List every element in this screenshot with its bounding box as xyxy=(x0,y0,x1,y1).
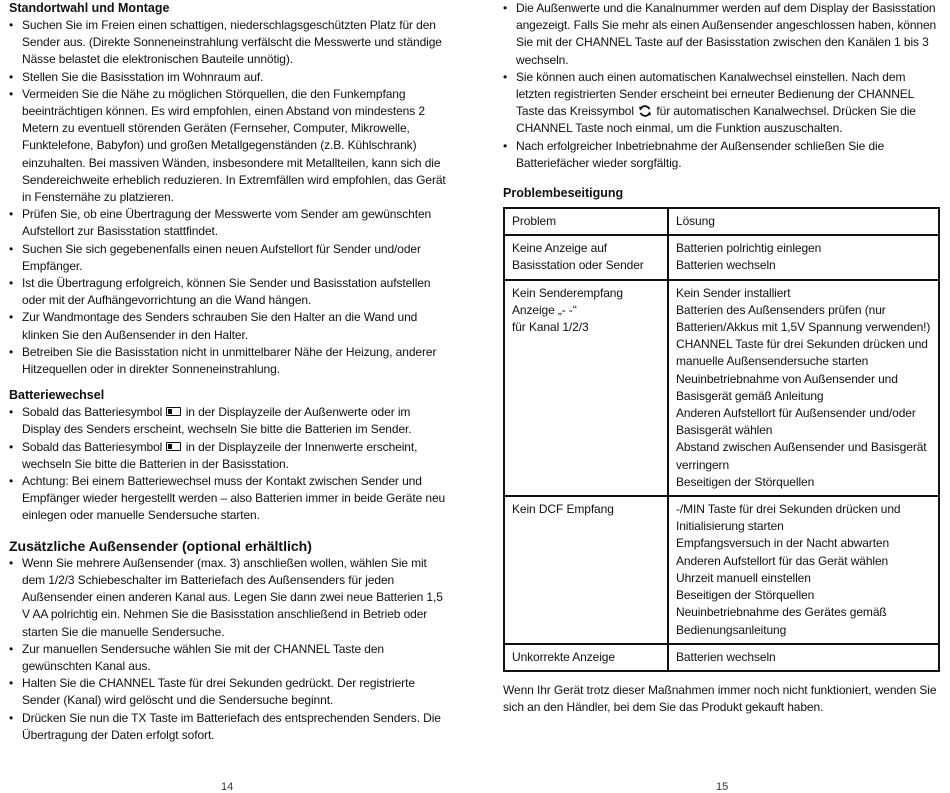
list-item: • Stellen Sie die Basisstation im Wohnraum auf. xyxy=(9,69,449,86)
list-item: • Zur manuellen Sendersuche wählen Sie mit der CHANNEL Taste den gewünschten Kanal aus. xyxy=(9,641,449,675)
problem-table xyxy=(503,207,940,672)
list-item: • Achtung: Bei einem Batteriewechsel muss der Kontakt zwischen Sender und Empfänger wieder hergestellt werden – also Batterien immer in beide Geräte neu einlegen oder manuelle Sendersuche starten. xyxy=(9,473,449,525)
loesung-cell xyxy=(668,644,939,671)
problem-cell xyxy=(504,644,668,671)
loesung-text: Neuinbetriebnahme des Gerätes gemäß Bedienungsanleitung xyxy=(676,605,887,637)
list-item: • Suchen Sie im Freien einen schattigen, niederschlagsgeschützten Platz für den Sender aus. (Direkte Sonneneinstrahlung verfälscht die Messwerte und ständige Nässe belastet die elektronischen Bauteile unnötig). xyxy=(9,17,449,69)
header-loesung: Lösung xyxy=(668,208,939,235)
right-page xyxy=(503,0,940,717)
header-problem: Problem xyxy=(504,208,668,235)
loesung-text: Neuinbetriebnahme von Außensender und Basisgerät gemäß Anleitung xyxy=(676,371,898,403)
problem-text: für Kanal 1/2/3 xyxy=(512,320,589,335)
problem-text: Unkorrekte Anzeige xyxy=(512,649,615,664)
cycle-icon xyxy=(638,104,652,118)
zusatz-list xyxy=(9,555,449,744)
list-item xyxy=(9,404,449,438)
list-item: • Zur Wandmontage des Senders schrauben Sie den Halter an die Wand und klinken Sie den Außensender in den Halter. xyxy=(9,309,449,343)
list-item: • Vermeiden Sie die Nähe zu möglichen Störquellen, die den Funkempfang beeinträchtigen können. Es wird empfohlen, einen Abstand von mindestens 2 Metern zu eventuell störenden Geräten (Fernseher, Computer, Mikrowelle, Funktelefone, Babyfon) und großen Metallgegenständen (z.B. Kühlschrank) einzuhalten. Bei massiven Wänden, insbesondere mit Metallteilen, kann sich die Sendereichweite erheblich reduzieren. In Extremfällen wird empfohlen, das Gerät in Fensternähe zu platzieren. xyxy=(9,86,449,206)
batterie-item1-pre: Sobald das Batteriesymbol xyxy=(22,405,163,420)
problem-text: Kein Senderempfang xyxy=(512,285,623,300)
list-item: • Drücken Sie nun die TX Taste im Batteriefach des entsprechenden Senders. Die Übertragung der Daten erfolgt sofort. xyxy=(9,710,449,744)
left-page xyxy=(9,0,449,744)
list-item: • Ist die Übertragung erfolgreich, können Sie Sender und Basisstation aufstellen oder mit der Aufhängevorrichtung an die Wand hängen. xyxy=(9,275,449,309)
battery-icon xyxy=(166,407,181,416)
standort-list xyxy=(9,17,449,378)
batterie-item1-post: in der Displayzeile der Außenwerte oder im Display des Senders erscheint, wechseln Sie bitte die Batterien im Sender. xyxy=(22,405,412,437)
problem-text: Anzeige „- -“ xyxy=(512,302,577,317)
loesung-text: Abstand zwischen Außensender und Basisgerät verringern xyxy=(676,440,927,472)
problem-cell xyxy=(504,280,668,496)
loesung-text: CHANNEL Taste für drei Sekunden drücken und manuelle Außensendersuche starten xyxy=(676,337,928,369)
list-item: • Wenn Sie mehrere Außensender (max. 3) anschließen wollen, wählen Sie mit dem 1/2/3 Schiebeschalter im Batteriefach des Außensenders für jeden Außensender einen anderen Kanal aus. Legen Sie dann zwei neue Batterien 1,5 V AA polrichtig ein. Nehmen Sie die Basisstation anschließend in Betrieb oder starten Sie die manuelle Sendersuche. xyxy=(9,555,449,641)
batterie-list xyxy=(9,404,449,524)
channel-list xyxy=(503,0,940,172)
loesung-cell xyxy=(668,235,939,279)
loesung-text: Uhrzeit manuell einstellen xyxy=(676,570,811,585)
problem-text: Basisstation oder Sender xyxy=(512,258,644,273)
loesung-text: Batterien wechseln xyxy=(676,258,776,273)
kanal-item-pre: Sie können auch einen automatischen Kanalwechsel einstellen. Nach dem letzten registrierten Sender erscheint bei erneuter Bedienung der CHANNEL Taste das Kreissymbol xyxy=(516,69,914,119)
page-number-right: 15 xyxy=(716,781,729,793)
kanal-item-post: für automatischen Kanalwechsel. Drücken Sie die CHANNEL Taste noch einmal, um die Funktion auszuschalten. xyxy=(516,104,916,136)
battery-icon xyxy=(166,442,181,451)
section-title-batteriewechsel: Batteriewechsel xyxy=(9,388,105,403)
loesung-text: Empfangsversuch in der Nacht abwarten xyxy=(676,536,890,551)
table-row xyxy=(504,280,939,496)
problem-table-body xyxy=(504,235,939,671)
loesung-cell xyxy=(668,496,939,644)
loesung-cell xyxy=(668,280,939,496)
list-item: • Prüfen Sie, ob eine Übertragung der Messwerte vom Sender am gewünschten Aufstellort zur Basisstation stattfindet. xyxy=(9,206,449,240)
section-title-problembeseitigung: Problembeseitigung xyxy=(503,186,624,201)
loesung-text: Anderen Aufstellort für Außensender und/oder Basisgerät wählen xyxy=(676,406,916,438)
list-item: • Betreiben Sie die Basisstation nicht in unmittelbarer Nähe der Heizung, anderer Hitzequellen oder in direkter Sonneneinstrahlung. xyxy=(9,344,449,378)
page-number-left: 14 xyxy=(221,781,234,793)
loesung-text: Batterien wechseln xyxy=(676,649,776,664)
loesung-text: Beseitigen der Störquellen xyxy=(676,588,815,603)
batterie-item2-post: in der Displayzeile der Innenwerte erscheint, wechseln Sie bitte die Batterien in der Basisstation. xyxy=(22,439,418,471)
loesung-text: Beseitigen der Störquellen xyxy=(676,474,815,489)
problem-cell xyxy=(504,496,668,644)
loesung-text: -/MIN Taste für drei Sekunden drücken und Initialisierung starten xyxy=(676,502,901,534)
closing-note: Wenn Ihr Gerät trotz dieser Maßnahmen immer noch nicht funktioniert, wenden Sie sich an den Händler, bei dem Sie das Produkt gekauft haben. xyxy=(503,682,937,715)
loesung-text: Anderen Aufstellort für das Gerät wählen xyxy=(676,553,889,568)
list-item: • Die Außenwerte und die Kanalnummer werden auf dem Display der Basisstation angezeigt. Falls Sie mehr als einen Außensender angeschlossen haben, können Sie mit der CHANNEL Taste auf der Basisstation zwischen den Kanälen 1 bis 3 wechseln. xyxy=(503,0,940,69)
batterie-item2-pre: Sobald das Batteriesymbol xyxy=(22,439,163,454)
table-row xyxy=(504,496,939,644)
table-header-row xyxy=(504,208,939,235)
list-item xyxy=(9,439,449,473)
loesung-text: Batterien des Außensenders prüfen (nur Batterien/Akkus mit 1,5V Spannung verwenden!) xyxy=(676,302,931,335)
problem-text: Keine Anzeige auf xyxy=(512,241,608,256)
problem-text: Kein DCF Empfang xyxy=(512,502,614,517)
table-row xyxy=(504,644,939,671)
list-item: • Halten Sie die CHANNEL Taste für drei Sekunden gedrückt. Der registrierte Sender (Kanal) wird gelöscht und die Sendersuche beginnt. xyxy=(9,675,449,709)
problem-cell xyxy=(504,235,668,279)
section-title-standortwahl: Standortwahl und Montage xyxy=(9,1,170,15)
section-title-zusatz: Zusätzliche Außensender (optional erhältlich) xyxy=(9,537,312,554)
list-item: • Nach erfolgreicher Inbetriebnahme der Außensender schließen Sie die Batteriefächer wieder sorgfältig. xyxy=(503,138,940,172)
loesung-text: Kein Sender installiert xyxy=(676,285,791,300)
list-item xyxy=(503,69,940,138)
table-row xyxy=(504,235,939,279)
list-item: • Suchen Sie sich gegebenenfalls einen neuen Aufstellort für Sender und/oder Empfänger. xyxy=(9,241,449,275)
loesung-text: Batterien polrichtig einlegen xyxy=(676,241,822,256)
